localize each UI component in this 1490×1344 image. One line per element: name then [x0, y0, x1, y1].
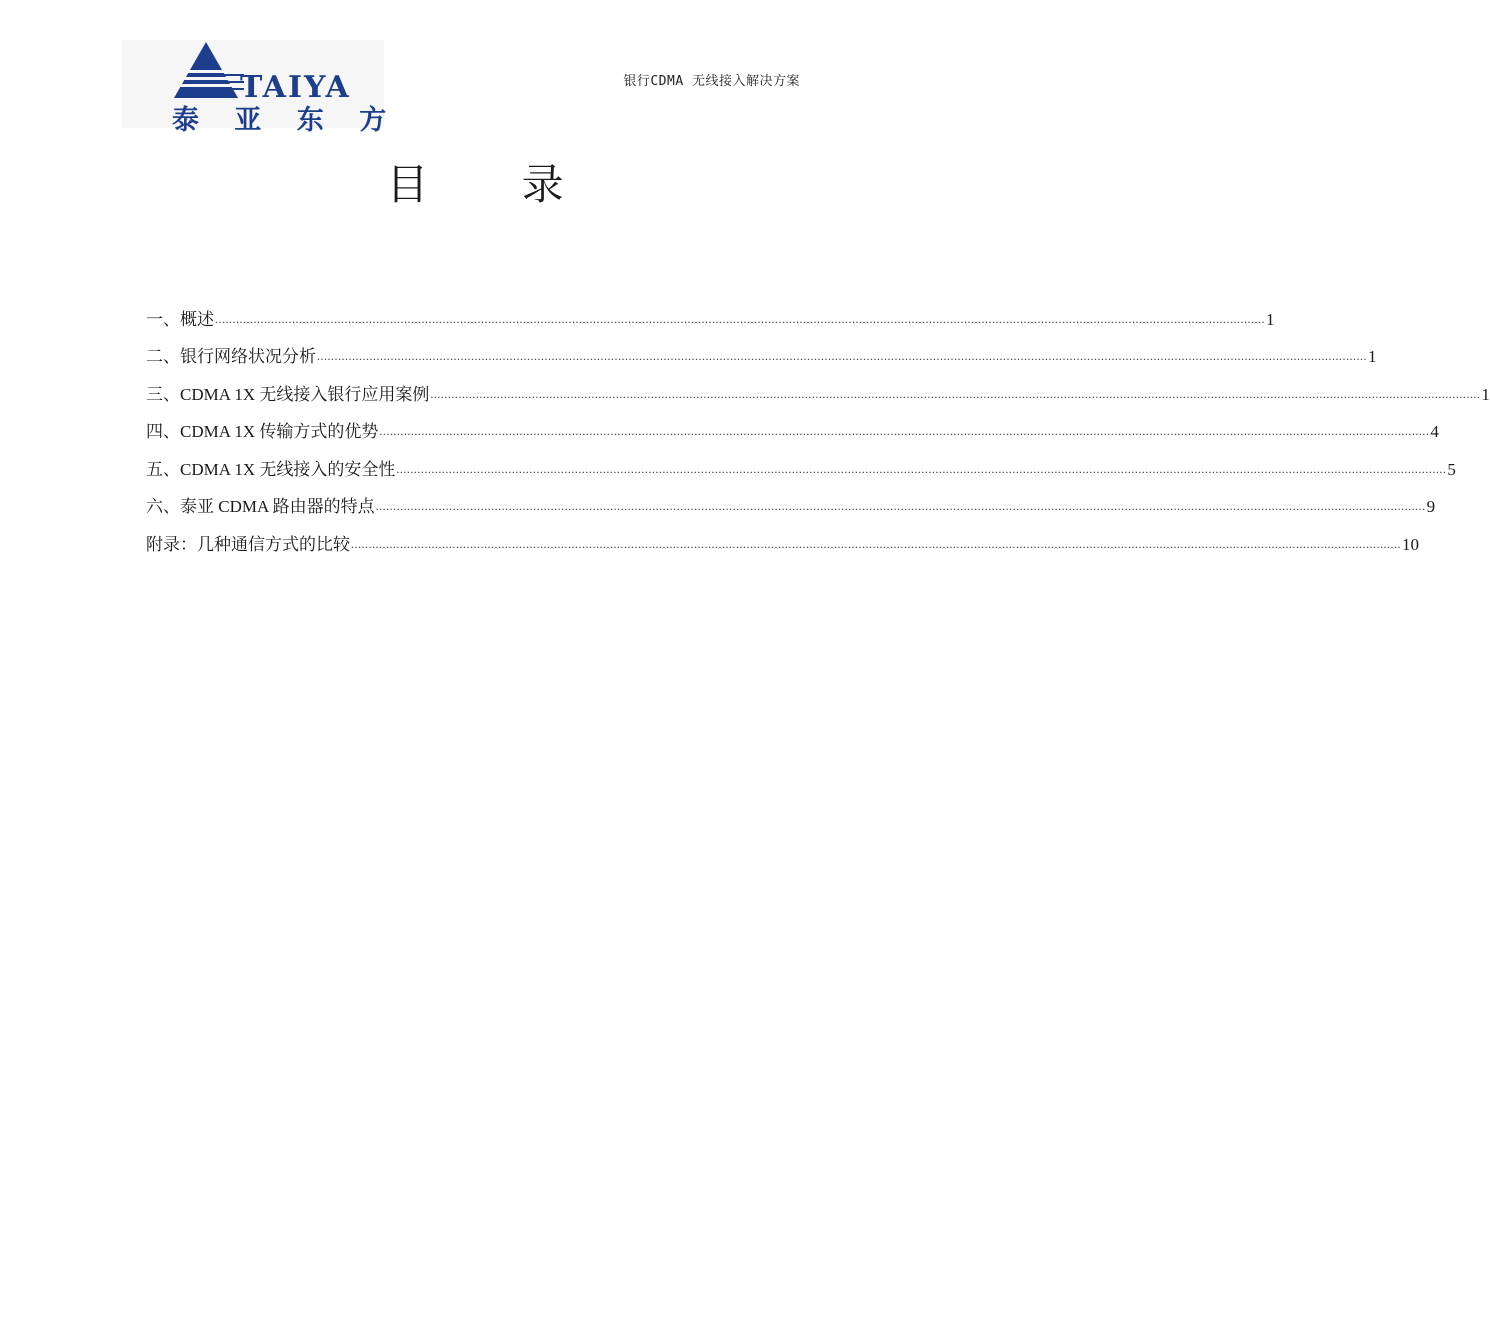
toc-leader-dots: ............................................................................................................................................................................................................................................................................................................: [215, 311, 1265, 326]
toc-entry-label: 四、CDMA 1X 传输方式的优势: [146, 422, 379, 441]
toc-entry[interactable]: [146, 367, 1490, 405]
toc-entry[interactable]: [146, 480, 1436, 518]
toc-leader-dots: ............................................................................................................................................................................................................................................................................................................: [430, 386, 1481, 401]
toc-entry-label: 五、CDMA 1X 无线接入的安全性: [146, 459, 396, 479]
toc-title: 目 录: [386, 160, 604, 209]
toc-entry-page: 5: [1447, 459, 1456, 479]
toc-entry[interactable]: [146, 405, 1439, 443]
logo-chinese-text: 泰 亚 东 方: [172, 105, 400, 136]
toc-entry-page: 1: [1481, 384, 1490, 404]
toc-entry-label: 二、银行网络状况分析: [146, 347, 316, 366]
toc-entry-page: 4: [1430, 422, 1439, 441]
logo-latin-text: TAIYA: [240, 70, 351, 105]
toc-entry[interactable]: [146, 330, 1377, 368]
toc-entry-page: 9: [1426, 497, 1436, 516]
company-logo: [122, 40, 400, 136]
toc-entry-page: 1: [1368, 347, 1377, 366]
table-of-contents: [146, 292, 1490, 555]
toc-entry-label: 附录：几种通信方式的比较: [146, 534, 350, 554]
toc-entry[interactable]: [146, 292, 1275, 330]
toc-entry-label: 一、概述: [146, 309, 214, 329]
toc-entry[interactable]: [146, 517, 1419, 555]
toc-entry-label: 三、CDMA 1X 无线接入银行应用案例: [146, 384, 430, 404]
toc-leader-dots: ............................................................................................................................................................................................................................................................................................................: [351, 536, 1401, 551]
toc-entry-page: 1: [1266, 309, 1275, 329]
toc-leader-dots: ............................................................................................................................................................................................................................................................................................................: [317, 349, 1367, 363]
toc-leader-dots: ............................................................................................................................................................................................................................................................................................................: [379, 424, 1430, 438]
toc-entry[interactable]: [146, 442, 1456, 480]
toc-entry-page: 10: [1402, 534, 1419, 554]
toc-entry-label: 六、泰亚 CDMA 路由器的特点: [146, 497, 375, 516]
document-header-title: 银行CDMA 无线接入解决方案: [623, 74, 800, 89]
toc-leader-dots: ............................................................................................................................................................................................................................................................................................................: [396, 461, 1447, 476]
toc-leader-dots: ............................................................................................................................................................................................................................................................................................................: [375, 499, 1426, 513]
